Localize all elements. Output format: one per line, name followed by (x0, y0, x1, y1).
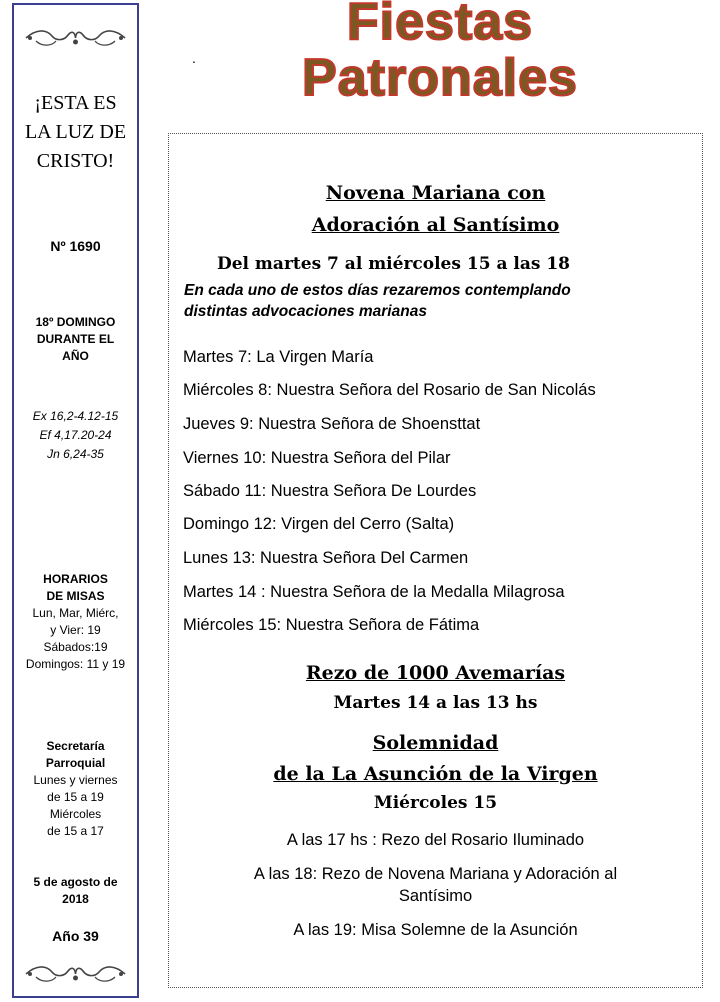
mass-heading: DE MISAS (46, 589, 105, 603)
reading-line: Ex 16,2-4.12-15 (32, 409, 119, 423)
title-line: Fiestas (346, 0, 534, 51)
office-line: de 15 a 17 (47, 824, 104, 838)
page-title (240, 0, 640, 106)
mass-line: Domingos: 11 y 19 (25, 657, 126, 671)
solemnity-event: Santísimo (398, 887, 473, 905)
sidebar (12, 3, 139, 998)
novena-day: Domingo 12: Virgen del Cerro (Salta) (183, 515, 455, 533)
mass-line: Sábados:19 (43, 640, 108, 654)
motto-line: ¡ESTA ES (34, 92, 117, 114)
motto (14, 89, 137, 176)
solemnity-event: A las 18: Rezo de Novena Mariana y Adoración al (253, 865, 618, 883)
novena-dates: Del martes 7 al miércoles 15 a las 18 (217, 254, 570, 274)
office-heading: Parroquial (45, 756, 106, 770)
issue-number: Nº 1690 (50, 238, 101, 254)
novena-heading: Adoración al Santísimo (311, 214, 560, 236)
solemnity-event: A las 17 hs : Rezo del Rosario Iluminado (286, 831, 585, 849)
novena-day: Miércoles 8: Nuestra Señora del Rosario de San Nicolás (183, 381, 596, 399)
sunday-line: AÑO (62, 349, 89, 363)
scroll-ornament-icon (22, 963, 129, 985)
motto-line: LA LUZ DE (24, 121, 127, 143)
mass-line: y Vier: 19 (50, 623, 101, 637)
solemnity-event: A las 19: Misa Solemne de la Asunción (293, 921, 578, 939)
liturgical-sunday (14, 314, 137, 365)
novena-day: Martes 14 : Nuestra Señora de la Medalla Milagrosa (183, 583, 565, 601)
reading-line: Ef 4,17.20-24 (39, 428, 112, 442)
title-line: Patronales (302, 49, 578, 107)
readings (14, 407, 137, 464)
motto-line: CRISTO! (36, 150, 115, 172)
rosary-time: Martes 14 a las 13 hs (333, 693, 538, 713)
novena-heading: Novena Mariana con (325, 182, 546, 204)
parish-office (14, 738, 137, 840)
mass-heading: HORARIOS (43, 572, 108, 586)
solemnity-heading: Solemnidad (372, 732, 499, 754)
novena-day: Martes 7: La Virgen María (183, 348, 374, 366)
novena-intro: En cada uno de estos días rezaremos contemplando (184, 282, 571, 299)
mass-schedule (14, 571, 137, 673)
sunday-line: 18º DOMINGO (35, 315, 116, 329)
office-heading: Secretaría (46, 739, 105, 753)
office-line: de 15 a 19 (47, 790, 104, 804)
office-line: Miércoles (49, 807, 102, 821)
novena-day: Sábado 11: Nuestra Señora De Lourdes (183, 482, 477, 500)
sunday-line: DURANTE EL (36, 332, 115, 346)
solemnity-day: Miércoles 15 (373, 793, 498, 813)
bulletin-date (14, 874, 137, 908)
office-line: Lunes y viernes (33, 773, 118, 787)
stray-mark: . (192, 50, 196, 66)
novena-day: Miércoles 15: Nuestra Señora de Fátima (183, 616, 480, 634)
novena-day: Viernes 10: Nuestra Señora del Pilar (183, 449, 451, 467)
mass-line: Lun, Mar, Miérc, (32, 606, 119, 620)
date-line: 5 de agosto de (33, 875, 118, 889)
rosary-heading: Rezo de 1000 Avemarías (305, 662, 566, 684)
solemnity-heading: de la La Asunción de la Virgen (273, 763, 598, 785)
novena-day: Lunes 13: Nuestra Señora Del Carmen (183, 549, 469, 567)
events-box (168, 133, 703, 988)
scroll-ornament-icon (22, 27, 129, 49)
bulletin-year: Año 39 (52, 928, 99, 944)
reading-line: Jn 6,24-35 (47, 447, 104, 461)
novena-day: Jueves 9: Nuestra Señora de Shoensttat (183, 415, 481, 433)
date-line: 2018 (62, 892, 89, 906)
novena-intro: distintas advocaciones marianas (184, 303, 427, 320)
